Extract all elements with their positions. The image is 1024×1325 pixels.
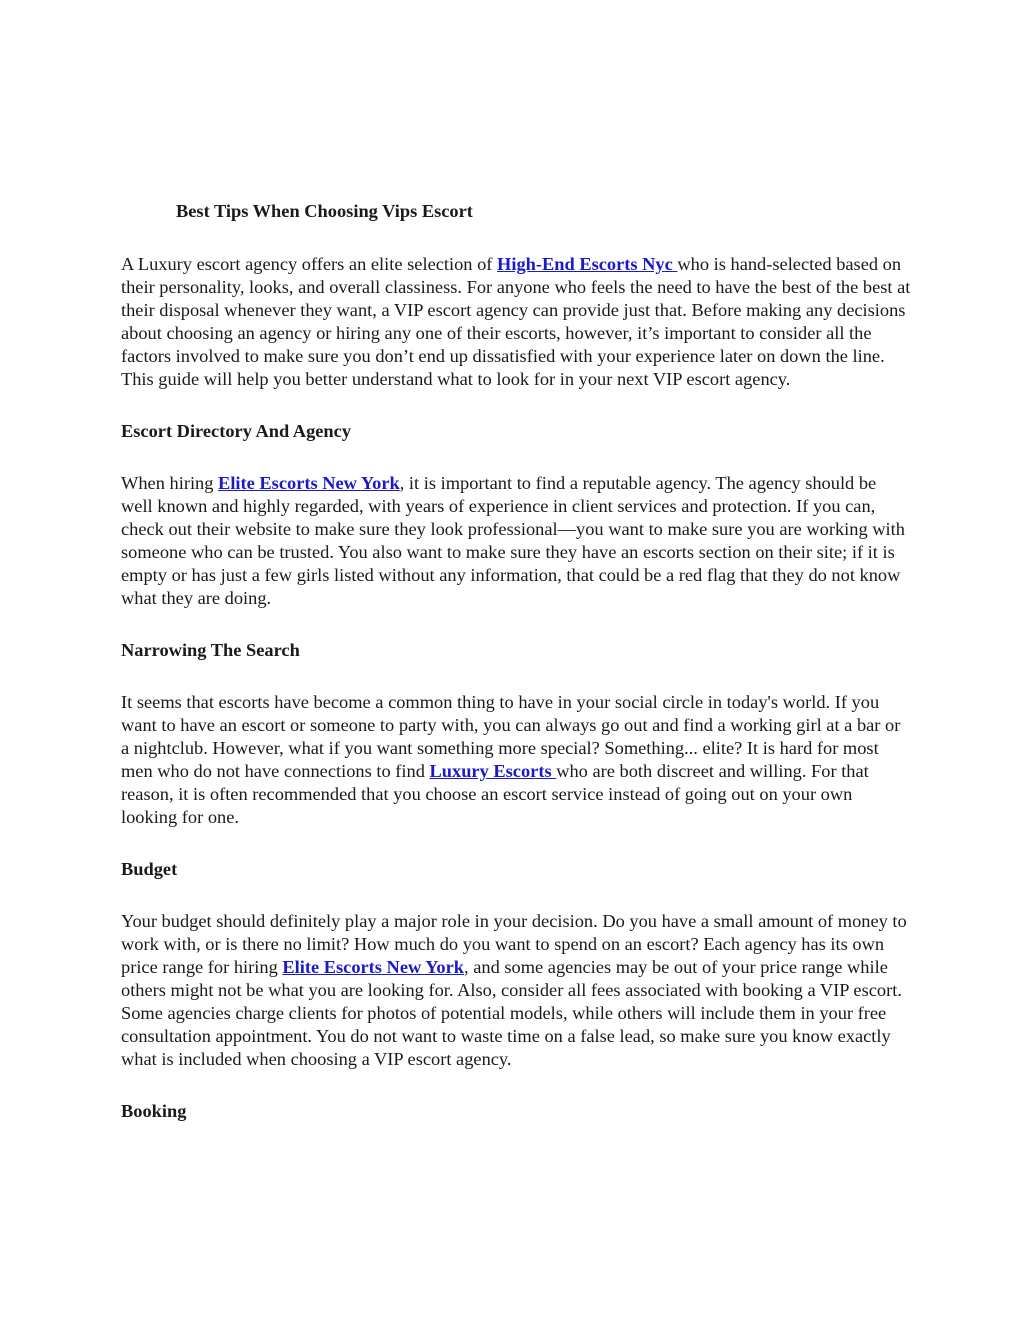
intro-paragraph	[121, 253, 911, 391]
intro-text-2: who is hand-selected based on their personality, looks, and overall classiness. For anyone who feels the need to have the best of the best at their disposal whenever they want, a VIP escort agency can provide just that. Before making any decisions about choosing an agency or hiring any one of their escorts, however, it’s important to consider all the factors involved to make sure you don’t end up dissatisfied with your experience later on down the line. This guide will help you better understand what to look for in your next VIP escort agency.	[121, 254, 911, 389]
budget-paragraph	[121, 910, 911, 1071]
luxury-escorts-link[interactable]: Luxury Escorts	[429, 761, 557, 781]
document-title: Best Tips When Choosing Vips Escort	[176, 201, 473, 221]
intro-text-1: A Luxury escort agency offers an elite selection of	[121, 254, 498, 274]
narrowing-paragraph	[121, 691, 911, 829]
booking-heading: Booking	[121, 1101, 187, 1121]
budget-text-1: Your budget should definitely play a major role in your decision. Do you have a small amount of money to work with, or is there no limit? How much do you want to spend on an escort? Each agency has its own price range for hiring	[121, 911, 907, 977]
elite-escorts-new-york-link-2[interactable]: Elite Escorts New York	[282, 957, 465, 977]
directory-text-2: , it is important to find a reputable agency. The agency should be well known and highly regarded, with years of experience in client services and protection. If you can, check out their website to make sure they look professional—you want to make sure you are working with someone who can be trusted. You also want to make sure they have an escorts section on their site; if it is empty or has just a few girls listed without any information, that could be a red flag that they do not know what they are doing.	[121, 473, 905, 608]
narrowing-text-2: who are both discreet and willing. For that reason, it is often recommended that you choose an escort service instead of going out on your own looking for one.	[121, 761, 869, 827]
document-page	[121, 200, 911, 1152]
budget-text-2: , and some agencies may be out of your price range while others might not be what you are looking for. Also, consider all fees associated with booking a VIP escort. Some agencies charge clients for photos of potential models, while others will include them in your free consultation appointment. You do not want to waste time on a false lead, so make sure you know exactly what is included when choosing a VIP escort agency.	[121, 957, 902, 1069]
directory-paragraph	[121, 472, 911, 610]
elite-escorts-new-york-link[interactable]: Elite Escorts New York	[218, 473, 400, 493]
narrowing-text-1: It seems that escorts have become a common thing to have in your social circle in today's world. If you want to have an escort or someone to party with, you can always go out and find a working girl at a bar or a nightclub. However, what if you want something more special? Something... elite? It is hard for most men who do not have connections to find	[121, 692, 901, 781]
high-end-escorts-nyc-link[interactable]: High-End Escorts Nyc	[497, 254, 678, 274]
budget-heading: Budget	[121, 859, 178, 879]
directory-text-1: When hiring	[121, 473, 219, 493]
narrowing-search-heading: Narrowing The Search	[121, 640, 300, 660]
escort-directory-heading: Escort Directory And Agency	[121, 421, 352, 441]
